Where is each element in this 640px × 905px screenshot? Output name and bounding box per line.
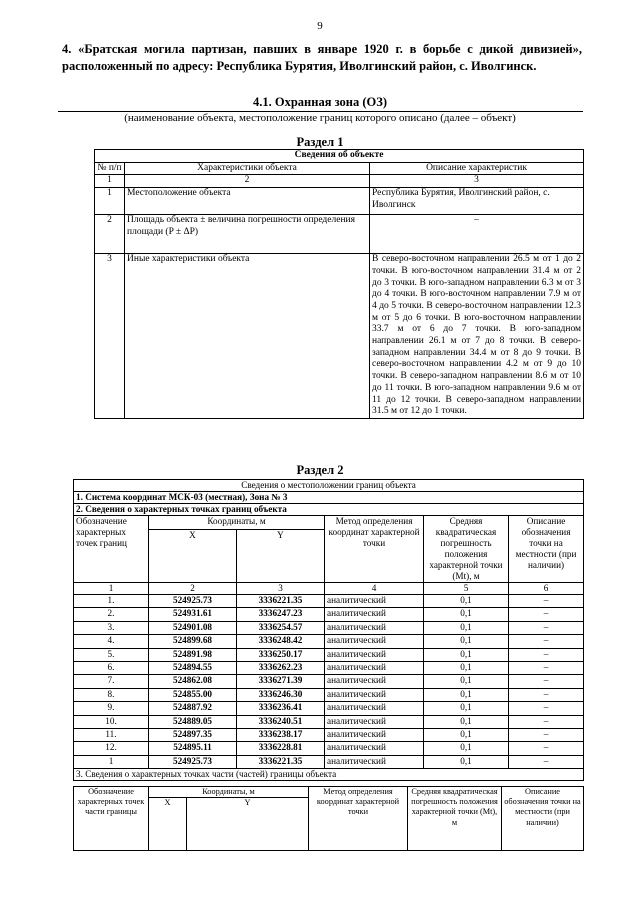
coord-x: 524891.98 <box>149 648 237 661</box>
zone-note: (наименование объекта, местоположение границ которого описано (далее – объект) <box>124 112 516 124</box>
method: аналитический <box>325 595 424 608</box>
col-number: 6 <box>509 583 584 595</box>
coord-y: 3336240.51 <box>237 715 325 728</box>
method: аналитический <box>325 755 424 768</box>
point-desc: – <box>509 621 584 634</box>
table-row <box>74 715 584 728</box>
coord-y: 3336248.42 <box>237 635 325 648</box>
method: аналитический <box>325 728 424 741</box>
error: 0,1 <box>424 675 509 688</box>
table-row <box>74 688 584 701</box>
table-row <box>95 254 584 419</box>
method: аналитический <box>325 675 424 688</box>
row-number: 3 <box>95 254 125 419</box>
point-label: 7. <box>74 675 149 688</box>
col-number: 1 <box>95 175 125 188</box>
error: 0,1 <box>424 635 509 648</box>
method: аналитический <box>325 608 424 621</box>
header-number: № п/п <box>95 162 125 175</box>
boundary-points-table <box>73 479 584 781</box>
table-row <box>74 595 584 608</box>
parts-header-x: X <box>149 798 187 851</box>
coordinate-system: 1. Система координат МСК-03 (местная), Зона № 3 <box>74 492 584 504</box>
object-info-table <box>94 149 584 419</box>
table-row <box>74 728 584 741</box>
error: 0,1 <box>424 621 509 634</box>
table-row <box>74 608 584 621</box>
parts-header-error: Средняя квадратическая погрешность положения характерной точки (Мt), м <box>408 787 502 851</box>
point-desc: – <box>509 648 584 661</box>
point-label: 10. <box>74 715 149 728</box>
point-label: 2. <box>74 608 149 621</box>
header-description: Описание характеристик <box>370 162 584 175</box>
section2-title: Раздел 2 <box>296 463 344 477</box>
parts-header-point: Обозначение характерных точек части границы <box>74 787 149 851</box>
row-desc: – <box>370 215 584 254</box>
method: аналитический <box>325 621 424 634</box>
row-number: 1 <box>95 188 125 215</box>
coord-y: 3336262.23 <box>237 661 325 674</box>
object-info-table-title: Сведения об объекте <box>95 150 584 163</box>
error: 0,1 <box>424 648 509 661</box>
error: 0,1 <box>424 595 509 608</box>
error: 0,1 <box>424 742 509 755</box>
coord-x: 524931.61 <box>149 608 237 621</box>
object-heading: 4. «Братская могила партизан, павших в январе 1920 г. в борьбе с дикой дивизией», расположенный по адресу: Республика Бурятия, Иволгинский район, с. Иволгинск. <box>62 42 582 73</box>
point-label: 1 <box>74 755 149 768</box>
point-desc: – <box>509 755 584 768</box>
col-number: 1 <box>74 583 149 595</box>
header-x: X <box>149 530 237 583</box>
row-name: Местоположение объекта <box>125 188 370 215</box>
coord-x: 524887.92 <box>149 702 237 715</box>
point-desc: – <box>509 715 584 728</box>
row-name: Иные характеристики объекта <box>125 254 370 419</box>
point-desc: – <box>509 728 584 741</box>
header-y: Y <box>237 530 325 583</box>
coord-x: 524895.11 <box>149 742 237 755</box>
point-label: 6. <box>74 661 149 674</box>
zone-title: 4.1. Охранная зона (ОЗ) <box>252 95 387 109</box>
coord-y: 3336254.57 <box>237 621 325 634</box>
error: 0,1 <box>424 715 509 728</box>
error: 0,1 <box>424 608 509 621</box>
coord-x: 524862.08 <box>149 675 237 688</box>
method: аналитический <box>325 661 424 674</box>
method: аналитический <box>325 715 424 728</box>
coord-y: 3336228.81 <box>237 742 325 755</box>
point-desc: – <box>509 635 584 648</box>
point-desc: – <box>509 702 584 715</box>
coord-x: 524925.73 <box>149 755 237 768</box>
table-row <box>74 742 584 755</box>
table-row <box>74 621 584 634</box>
point-label: 12. <box>74 742 149 755</box>
coord-y: 3336271.39 <box>237 675 325 688</box>
point-desc: – <box>509 742 584 755</box>
point-desc: – <box>509 661 584 674</box>
col-number: 3 <box>237 583 325 595</box>
point-label: 1. <box>74 595 149 608</box>
parts-title: 3. Сведения о характерных точках части (частей) границы объекта <box>74 769 584 781</box>
coord-x: 524925.73 <box>149 595 237 608</box>
coord-x: 524901.08 <box>149 621 237 634</box>
coord-y: 3336250.17 <box>237 648 325 661</box>
coord-x: 524889.05 <box>149 715 237 728</box>
col-number: 2 <box>125 175 370 188</box>
point-desc: – <box>509 675 584 688</box>
row-desc: Республика Бурятия, Иволгинский район, с. Иволгинск <box>370 188 584 215</box>
method: аналитический <box>325 635 424 648</box>
page-number: 9 <box>317 20 323 32</box>
table-row <box>74 635 584 648</box>
coord-y: 3336236.41 <box>237 702 325 715</box>
table-row <box>74 702 584 715</box>
coord-y: 3336221.35 <box>237 755 325 768</box>
table-row <box>74 648 584 661</box>
parts-header-y: Y <box>187 798 309 851</box>
col-number: 5 <box>424 583 509 595</box>
point-label: 5. <box>74 648 149 661</box>
point-label: 4. <box>74 635 149 648</box>
point-desc: – <box>509 595 584 608</box>
header-coords: Координаты, м <box>149 516 325 530</box>
error: 0,1 <box>424 728 509 741</box>
error: 0,1 <box>424 661 509 674</box>
coord-y: 3336238.17 <box>237 728 325 741</box>
header-method: Метод определения координат характерной точки <box>325 516 424 583</box>
coord-y: 3336221.35 <box>237 595 325 608</box>
point-desc: – <box>509 608 584 621</box>
point-label: 3. <box>74 621 149 634</box>
point-label: 9. <box>74 702 149 715</box>
header-desc: Описание обозначения точки на местности (при наличии) <box>509 516 584 583</box>
method: аналитический <box>325 688 424 701</box>
coord-x: 524855.00 <box>149 688 237 701</box>
row-desc: В северо-восточном направлении 26.5 м от 1 до 2 точки. В юго-восточном направлении 31.4 м от 2 до 3 точки. В юго-западном направлении 6.3 м от 3 до 4 точки. В юго-восточном направлении 7.9 м от 4 до 5 точки. В северо-восточном направлении 12.3 м от 5 до 6 точки. В юго-восточном направлении 33.7 м от 6 до 7 точки. В юго-западном направлении 26.1 м от 7 до 8 точки. В северо-западном направлении 34.4 м от 8 до 9 точки. В северо-восточном направлении 4.2 м от 9 до 10 точки. В северо-западном направлении 8.6 м от 10 до 11 точки. В юго-западном направлении 9.6 м от 11 до 12 точки. В северо-западном направлении 31.5 м от 12 до 1 точки. <box>370 254 584 419</box>
table-row <box>95 215 584 254</box>
row-number: 2 <box>95 215 125 254</box>
method: аналитический <box>325 742 424 755</box>
col-number: 4 <box>325 583 424 595</box>
coord-y: 3336246.30 <box>237 688 325 701</box>
table-row <box>95 188 584 215</box>
row-name: Площадь объекта ± величина погрешности определения площади (P ± ΔP) <box>125 215 370 254</box>
error: 0,1 <box>424 702 509 715</box>
parts-header-method: Метод определения координат характерной точки <box>309 787 408 851</box>
parts-points-table <box>73 786 584 851</box>
col-number: 3 <box>370 175 584 188</box>
error: 0,1 <box>424 688 509 701</box>
point-label: 11. <box>74 728 149 741</box>
header-characteristics: Характеристики объекта <box>125 162 370 175</box>
parts-header-desc: Описание обозначения точки на местности (при наличии) <box>502 787 584 851</box>
parts-header-coords: Координаты, м <box>149 787 309 798</box>
section1-title: Раздел 1 <box>296 135 344 149</box>
method: аналитический <box>325 648 424 661</box>
method: аналитический <box>325 702 424 715</box>
coord-x: 524897.35 <box>149 728 237 741</box>
points-title: 2. Сведения о характерных точках границ объекта <box>74 504 584 516</box>
coord-y: 3336247.23 <box>237 608 325 621</box>
col-number: 2 <box>149 583 237 595</box>
header-error: Средняя квадратическая погрешность положения характерной точки (Мt), м <box>424 516 509 583</box>
coord-x: 524894.55 <box>149 661 237 674</box>
table-row <box>74 755 584 768</box>
point-desc: – <box>509 688 584 701</box>
point-label: 8. <box>74 688 149 701</box>
header-point: Обозначение характерных точек границ <box>74 516 149 583</box>
table-row <box>74 675 584 688</box>
boundary-table-title: Сведения о местоположении границ объекта <box>74 480 584 492</box>
table-row <box>74 661 584 674</box>
coord-x: 524899.68 <box>149 635 237 648</box>
error: 0,1 <box>424 755 509 768</box>
